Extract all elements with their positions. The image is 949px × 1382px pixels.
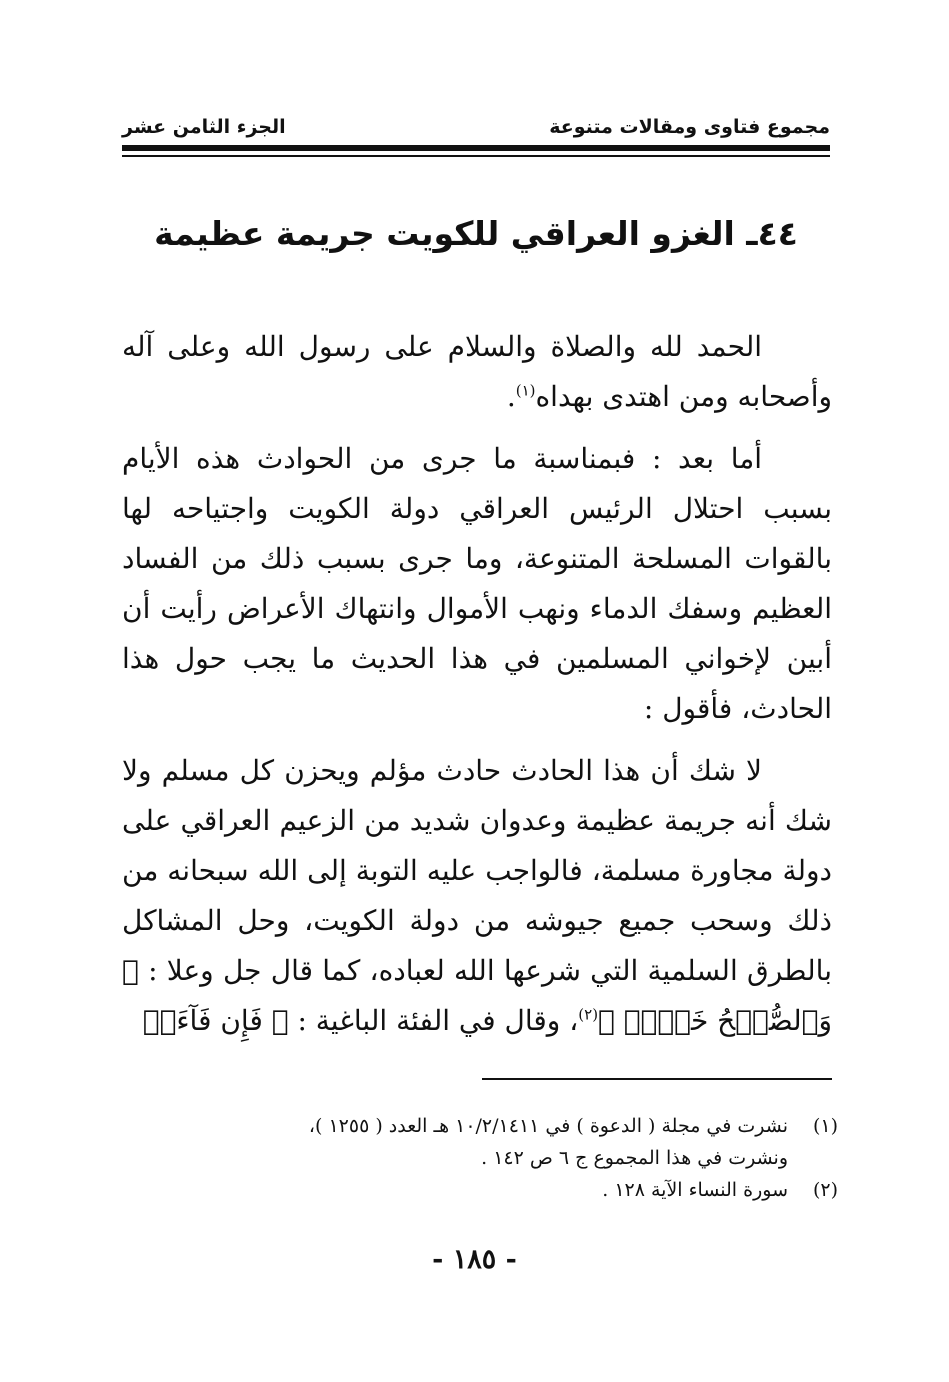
- footnote-ref-1: (١): [515, 381, 536, 400]
- footnote-1-line-2: ونشرت في هذا المجموع ج ٦ ص ١٤٢ .: [481, 1147, 788, 1169]
- footnote-2: [122, 1174, 838, 1206]
- footnote-2-line-1: سورة النساء الآية ١٢٨ .: [602, 1179, 788, 1201]
- footnotes: [122, 1110, 838, 1206]
- footnote-separator: [482, 1078, 832, 1080]
- paragraph-3: [122, 746, 832, 1046]
- header-volume: الجزء الثامن عشر: [122, 116, 286, 138]
- quran-quote-2: ﴿ فَإِن فَآءَتۡ: [142, 1004, 289, 1037]
- paragraph-1-text: الحمد لله والصلاة والسلام على رسول الله وعلى آله وأصحابه ومن اهتدى بهداه: [122, 330, 832, 413]
- article-body: [122, 322, 832, 1046]
- header-rule-thick: [122, 145, 830, 151]
- quran-quote-1: ﴿ وَٱلصُّلۡحُ خَيۡرٞ ﴾: [122, 954, 832, 1037]
- paragraph-1: [122, 322, 832, 422]
- footnote-1-line-1: نشرت في مجلة ( الدعوة ) في ١٠/٢/١٤١١ هـ العدد ( ١٢٥٥ )،: [308, 1115, 788, 1137]
- page-number: - ١٨٥ -: [432, 1244, 517, 1275]
- footnote-1-number: (١): [812, 1115, 838, 1137]
- header-rule-thin: [122, 155, 830, 157]
- footnote-2-number: (٢): [812, 1179, 838, 1201]
- footnote-ref-2: (٢): [578, 1005, 599, 1024]
- running-header: [122, 112, 830, 142]
- footnote-1: [122, 1110, 838, 1174]
- paragraph-1-end: .: [506, 380, 516, 413]
- article-title: ٤٤ـ الغزو العراقي للكويت جريمة عظيمة: [154, 214, 798, 253]
- paragraph-2: أما بعد : فبمناسبة ما جرى من الحوادث هذه الأيام بسبب احتلال الرئيس العراقي دولة الكويت واجتياحه لها بالقوات المسلحة المتنوعة، وما جرى بسبب ذلك من الفساد العظيم وسفك الدماء ونهب الأموال وانتهاك الأعراض رأيت أن أبين لإخواني المسلمين في هذا الحديث ما يجب حول هذا الحادث، فأقول :: [122, 442, 832, 725]
- header-book-title: مجموع فتاوى ومقالات متنوعة: [549, 116, 830, 138]
- paragraph-3-text-b: ، وقال في الفئة الباغية :: [297, 1004, 579, 1037]
- paragraph-3-text-a: لا شك أن هذا الحادث حادث مؤلم ويحزن كل مسلم ولا شك أنه جريمة عظيمة وعدوان شديد من الزعيم العراقي على دولة مجاورة مسلمة، فالواجب عليه التوبة إلى الله سبحانه من ذلك وسحب جميع جيوشه من دولة الكويت، وحل المشاكل بالطرق السلمية التي شرعها الله لعباده، كما قال جل وعلا :: [122, 754, 832, 987]
